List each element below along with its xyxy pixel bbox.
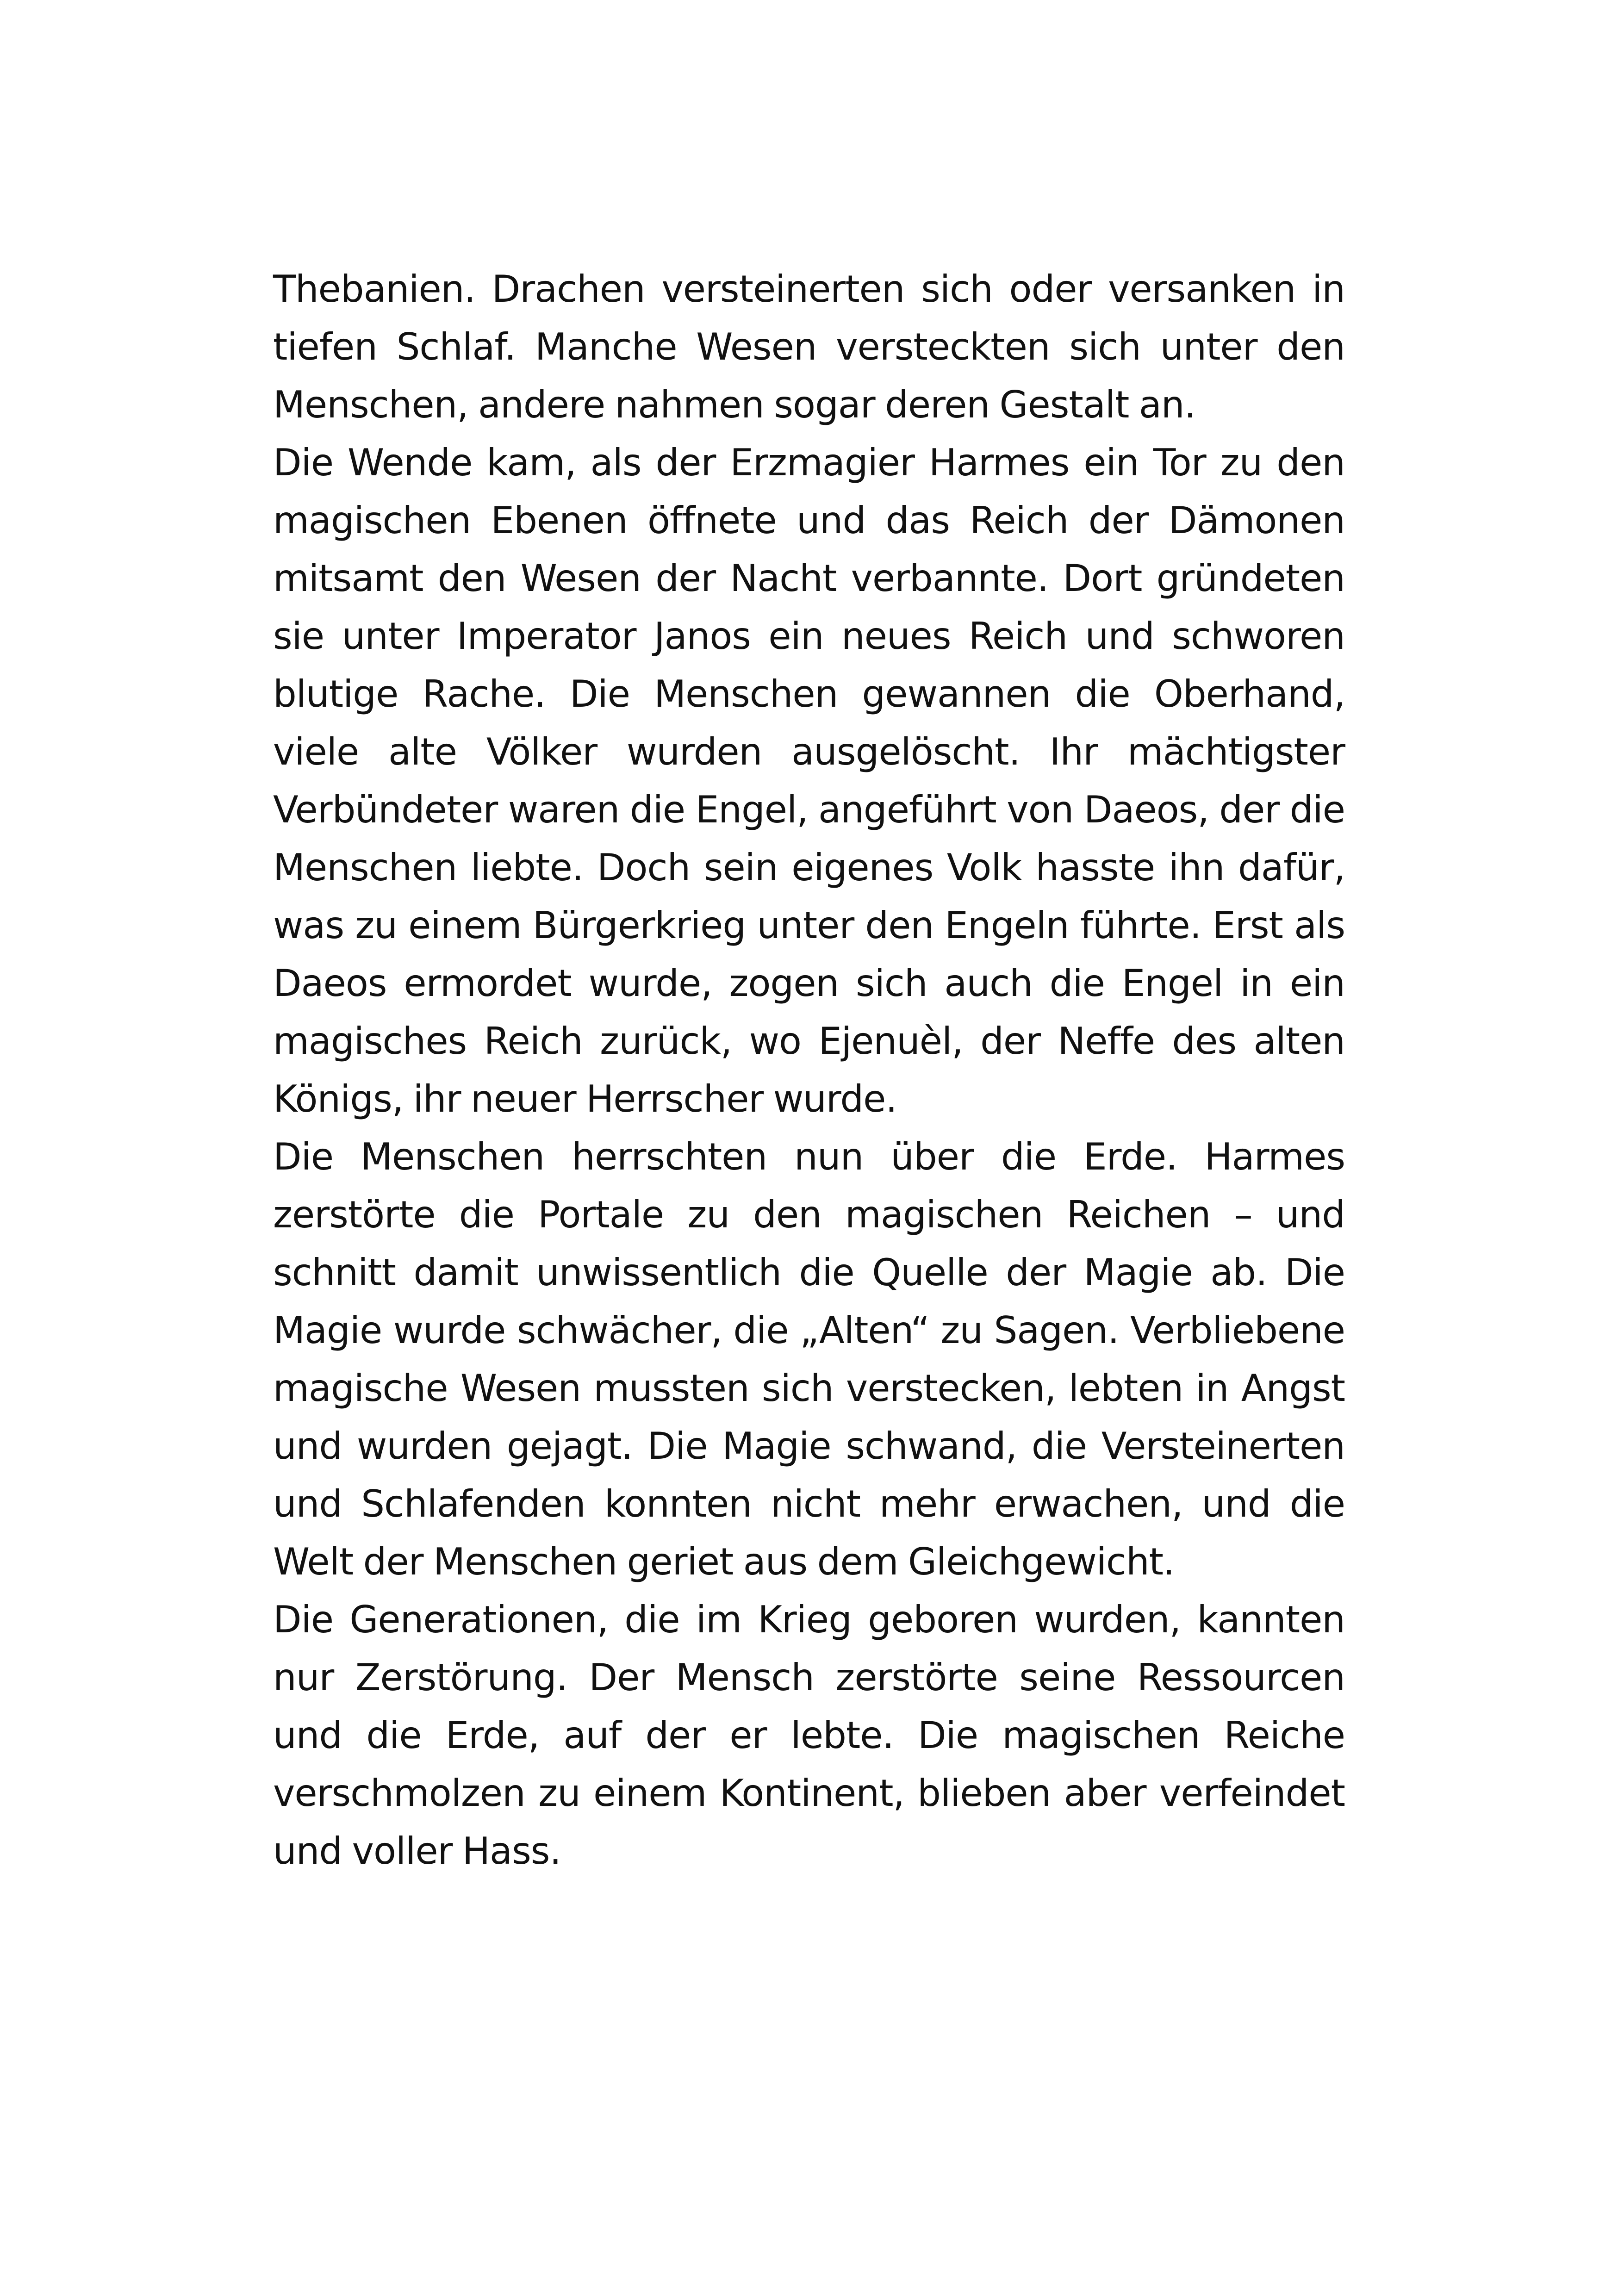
- paragraph: Die Menschen herrschten nun über die Erde. Harmes zerstörte die Portale zu den magischen Reichen – und schnitt damit unwissentlich die Quelle der Magie ab. Die Magie wurde schwächer, die „Alten“ zu Sagen. Verbliebene magische Wesen mussten sich verstecken, lebten in Angst und wurden gejagt. Die Magie schwand, die Versteinerten und Schlafenden konnten nicht mehr erwachen, und die Welt der Menschen geriet aus dem Gleichgewicht.: [273, 1135, 1345, 1583]
- paragraph: Thebanien. Drachen versteinerten sich oder versanken in tiefen Schlaf. Manche Wesen versteckten sich unter den Menschen, andere nahmen sogar deren Gestalt an.: [273, 268, 1345, 426]
- paragraph: Die Generationen, die im Krieg geboren wurden, kannten nur Zerstörung. Der Mensch zerstörte seine Ressourcen und die Erde, auf der er lebte. Die magischen Reiche verschmolzen zu einem Kontinent, blieben aber verfeindet und voller Hass.: [273, 1598, 1345, 1873]
- body-text: [273, 260, 1345, 1880]
- paragraph: Die Wende kam, als der Erzmagier Harmes ein Tor zu den magischen Ebenen öffnete und das Reich der Dämonen mitsamt den Wesen der Nacht verbannte. Dort gründeten sie unter Imperator Janos ein neues Reich und schworen blutige Rache. Die Menschen gewannen die Oberhand, viele alte Völker wurden ausgelöscht. Ihr mächtigster Verbündeter waren die Engel, angeführt von Daeos, der die Menschen liebte. Doch sein eigenes Volk hasste ihn dafür, was zu einem Bürgerkrieg unter den Engeln führte. Erst als Daeos ermordet wurde, zogen sich auch die Engel in ein magisches Reich zurück, wo Ejenuèl, der Neffe des alten Königs, ihr neuer Herrscher wurde.: [273, 441, 1345, 1120]
